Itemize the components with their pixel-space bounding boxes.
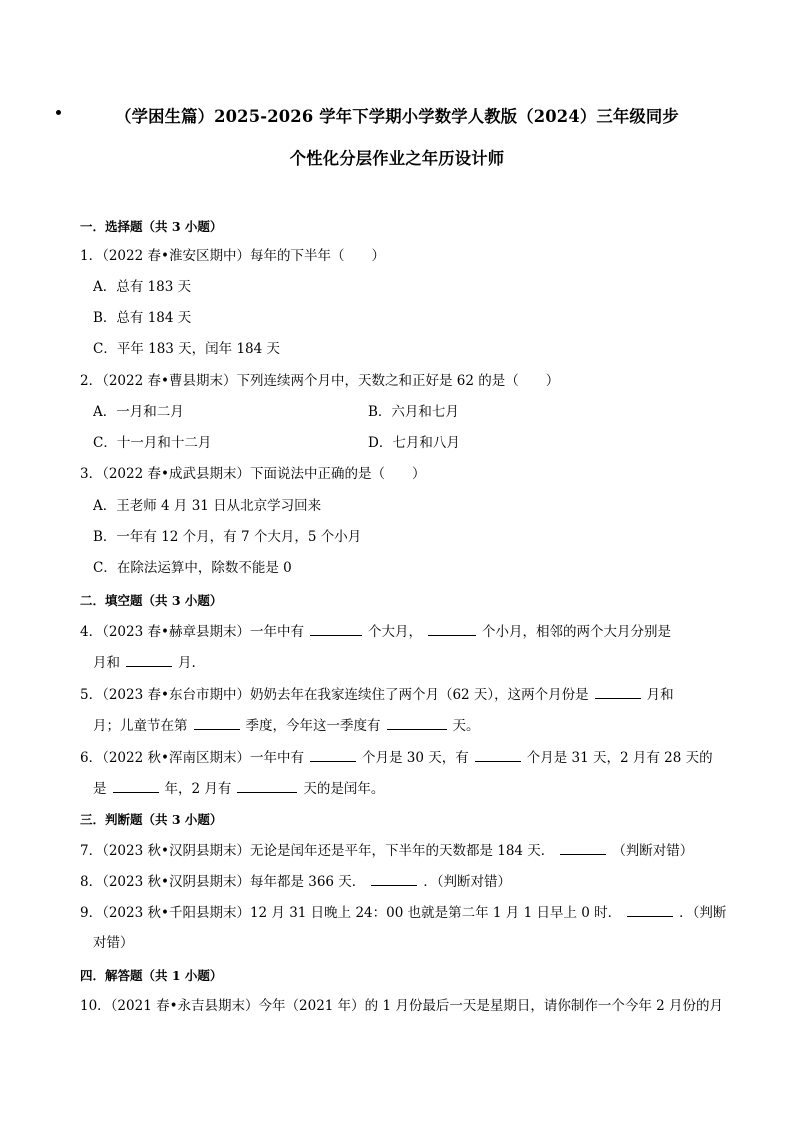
q6-text-6: 天的是闰年。: [303, 781, 385, 797]
q3-option-b: B．一年有 12 个月，有 7 个大月，5 个小月: [93, 529, 362, 545]
answer-blank[interactable]: [371, 872, 417, 886]
question-3: 3．（2022 春•成武县期末）下面说法中正确的是（ ）: [80, 466, 426, 482]
q4-text-2: 个大月，: [367, 624, 422, 640]
answer-blank[interactable]: [310, 622, 362, 636]
q1-option-a: A．总有 183 天: [93, 279, 192, 295]
question-5: [80, 685, 674, 704]
q8-text-1: 8．（2023 秋•汉阴县期末）每年都是 366 天．: [80, 874, 366, 890]
answer-blank[interactable]: [560, 841, 606, 855]
section-heading-answer: 四．解答题（共 1 小题）: [80, 968, 223, 983]
question-4-continued: [93, 653, 196, 672]
q5-text-3: 月；儿童节在第: [93, 718, 188, 734]
section-heading-fill: 二．填空题（共 3 小题）: [80, 593, 223, 608]
answer-blank[interactable]: [113, 779, 159, 793]
q2-option-c: C．十一月和十二月: [93, 435, 212, 451]
question-6: [80, 748, 713, 767]
q6-text-2: 个月是 30 天，有: [361, 750, 469, 766]
q2-option-d: D．七月和八月: [368, 435, 460, 451]
question-2: 2．（2022 春•曹县期末）下列连续两个月中，天数之和正好是 62 的是（ ）: [80, 373, 560, 389]
q4-text-5: 月.: [178, 655, 196, 671]
page-title-line-2: 个性化分层作业之年历设计师: [289, 149, 505, 168]
q5-text-2: 月和: [646, 687, 674, 703]
answer-blank[interactable]: [237, 779, 297, 793]
section-heading-choice: 一．选择题（共 3 小题）: [80, 219, 223, 234]
question-9: [80, 903, 726, 922]
q6-text-1: 6．（2022 秋•浑南区期末）一年中有: [80, 750, 304, 766]
answer-blank[interactable]: [194, 716, 240, 730]
question-7: [80, 841, 693, 860]
answer-blank[interactable]: [475, 748, 521, 762]
answer-blank[interactable]: [387, 716, 447, 730]
answer-blank[interactable]: [595, 685, 641, 699]
answer-blank[interactable]: [310, 748, 356, 762]
answer-blank[interactable]: [428, 622, 476, 636]
question-1: 1．（2022 春•淮安区期中）每年的下半年（ ）: [80, 248, 385, 264]
q2-option-b: B．六月和七月: [368, 404, 459, 420]
question-4: [80, 622, 671, 641]
q8-text-2: ．（判断对错）: [423, 874, 512, 890]
page-title-line-1: （学困生篇）2025-2026 学年下学期小学数学人教版（2024）三年级同步: [115, 107, 679, 126]
q7-text-1: 7．（2023 秋•汉阴县期末）无论是闰年还是平年，下半年的天数都是 184 天．: [80, 843, 555, 859]
q1-option-b: B．总有 184 天: [93, 310, 192, 326]
q6-text-5: 年，2 月有: [164, 781, 232, 797]
q3-option-c: C．在除法运算中，除数不能是 0: [93, 560, 292, 576]
q5-text-5: 天。: [452, 718, 480, 734]
question-9-continued: 对错）: [93, 935, 134, 951]
q6-text-3: 个月是 31 天，2 月有 28 天的: [526, 750, 713, 766]
answer-blank[interactable]: [126, 653, 172, 667]
q4-text-4: 月和: [93, 655, 120, 671]
q9-text-2: ．（判断: [679, 905, 727, 921]
q9-text-1: 9．（2023 秋•千阳县期末）12 月 31 日晚上 24：00 也就是第二年 1 月 1 日早上 0 时．: [80, 905, 622, 921]
question-6-continued: [93, 779, 384, 798]
q3-option-a: A．王老师 4 月 31 日从北京学习回来: [93, 498, 322, 514]
q1-option-c: C．平年 183 天，闰年 184 天: [93, 341, 281, 357]
answer-blank[interactable]: [627, 903, 673, 917]
q2-option-a: A．一月和二月: [93, 404, 184, 420]
section-heading-judge: 三．判断题（共 3 小题）: [80, 812, 223, 827]
q5-text-4: 季度，今年这一季度有: [245, 718, 381, 734]
question-5-continued: [93, 716, 480, 735]
q4-text-1: 4．（2023 春•赫章县期末）一年中有: [80, 624, 304, 640]
question-8: [80, 872, 511, 891]
question-10: 10．（2021 春•永吉县期末）今年（2021 年）的 1 月份最后一天是星期日，请你制作一个今年 2 月份的月: [80, 998, 724, 1014]
q7-text-2: （判断对错）: [612, 843, 694, 859]
q4-text-3: 个小月，相邻的两个大月分别是: [481, 624, 671, 640]
q6-text-4: 是: [93, 781, 107, 797]
q5-text-1: 5．（2023 春•东台市期中）奶奶去年在我家连续住了两个月（62 天），这两个月份是: [80, 687, 589, 703]
